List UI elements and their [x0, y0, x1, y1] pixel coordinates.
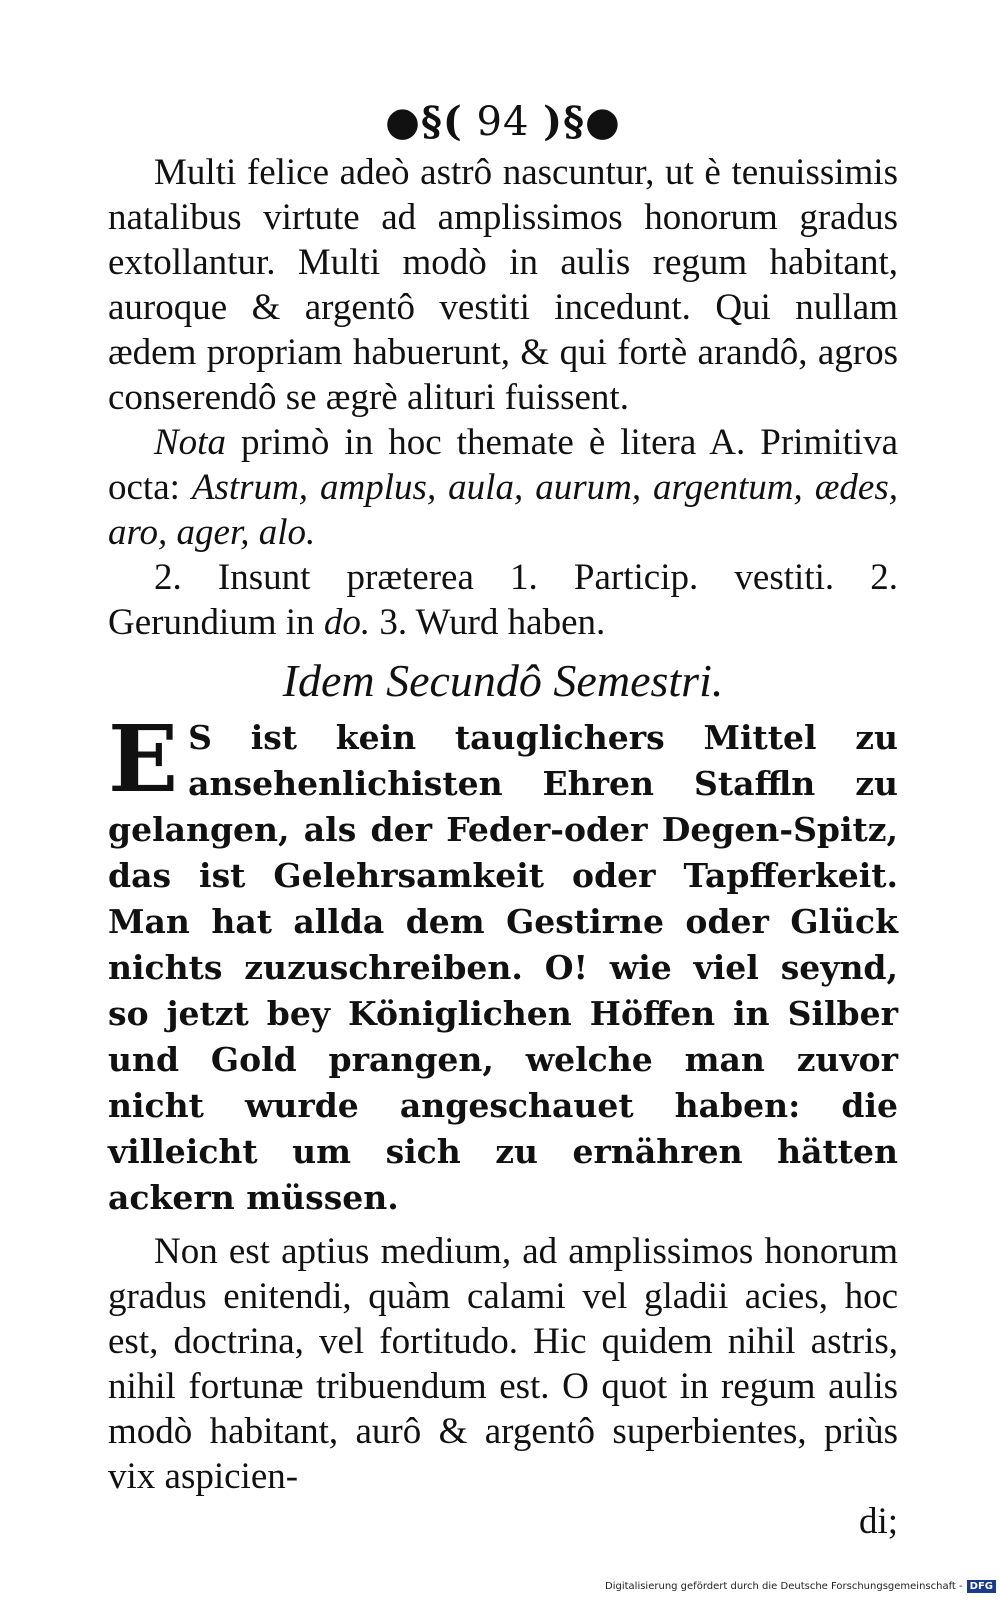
nota-paragraph — [108, 420, 898, 555]
german-text: S ist kein tauglichers Mittel zu ansehenlichisten Ehren Staffln zu gelangen, als der Feder-oder Degen-Spitz, das ist Gelehrsamkeit oder Tapfferkeit. Man hat allda dem Gestirne oder Glück nichts zuzuschreiben. O! wie viel seynd, so jetzt bey Königlichen Höffen in Silber und Gold prangen, welche man zuvor nicht wurde angeschauet haben: die villeicht um sich zu ernähren hätten ackern müssen. — [108, 718, 898, 1217]
ornament-left: ●§( — [385, 98, 463, 145]
dfg-logo: DFG — [967, 1580, 996, 1593]
latin-paragraph-2: Non est aptius medium, ad amplissimos honorum gradus enitendi, quàm calami vel gladii acies, hoc est, doctrina, vel fortitudo. Hic quidem nihil astris, nihil fortunæ tribuendum est. O quot in regum aulis modò habitant, aurô & argentô superbientes, priùs vix aspicien- — [108, 1231, 898, 1497]
insunt-do: do. — [323, 602, 371, 643]
insunt-paragraph — [108, 555, 898, 645]
german-paragraph — [108, 705, 898, 1221]
catchword: di; — [858, 1501, 898, 1542]
footer-text: Digitalisierung gefördert durch die Deutsche Forschungsgemeinschaft - — [605, 1581, 963, 1592]
footer-credit — [605, 1580, 996, 1593]
book-page — [108, 96, 898, 1544]
page-number: 94 — [476, 99, 530, 145]
ornament-right: )§● — [543, 98, 621, 145]
drop-cap: E — [108, 705, 179, 813]
insunt-text-2: 3. Wurd haben. — [370, 602, 606, 643]
insunt-text: 2. Insunt præterea 1. Particip. vestiti. 2. Gerundium in — [108, 557, 898, 643]
nota-words: Astrum, amplus, aula, aurum, argentum, ædes, aro, ager, alo. — [108, 467, 898, 553]
section-title: Idem Secundô Semestri. — [282, 655, 724, 706]
page-header — [108, 96, 898, 148]
nota-label: Nota — [154, 422, 226, 463]
latin-paragraph-1: Multi felice adeò astrô nascuntur, ut è tenuissimis natalibus virtute ad amplissimos honorum gradus extollantur. Multi modò in aulis regum habitant, auroque & argentô vestiti incedunt. Qui nullam ædem propriam habuerunt, & qui fortè arandô, agros conserendô se ægrè alituri fuissent. — [108, 152, 898, 418]
nota-text: primò in hoc themate è litera A. Primitiva octa: — [108, 422, 898, 508]
